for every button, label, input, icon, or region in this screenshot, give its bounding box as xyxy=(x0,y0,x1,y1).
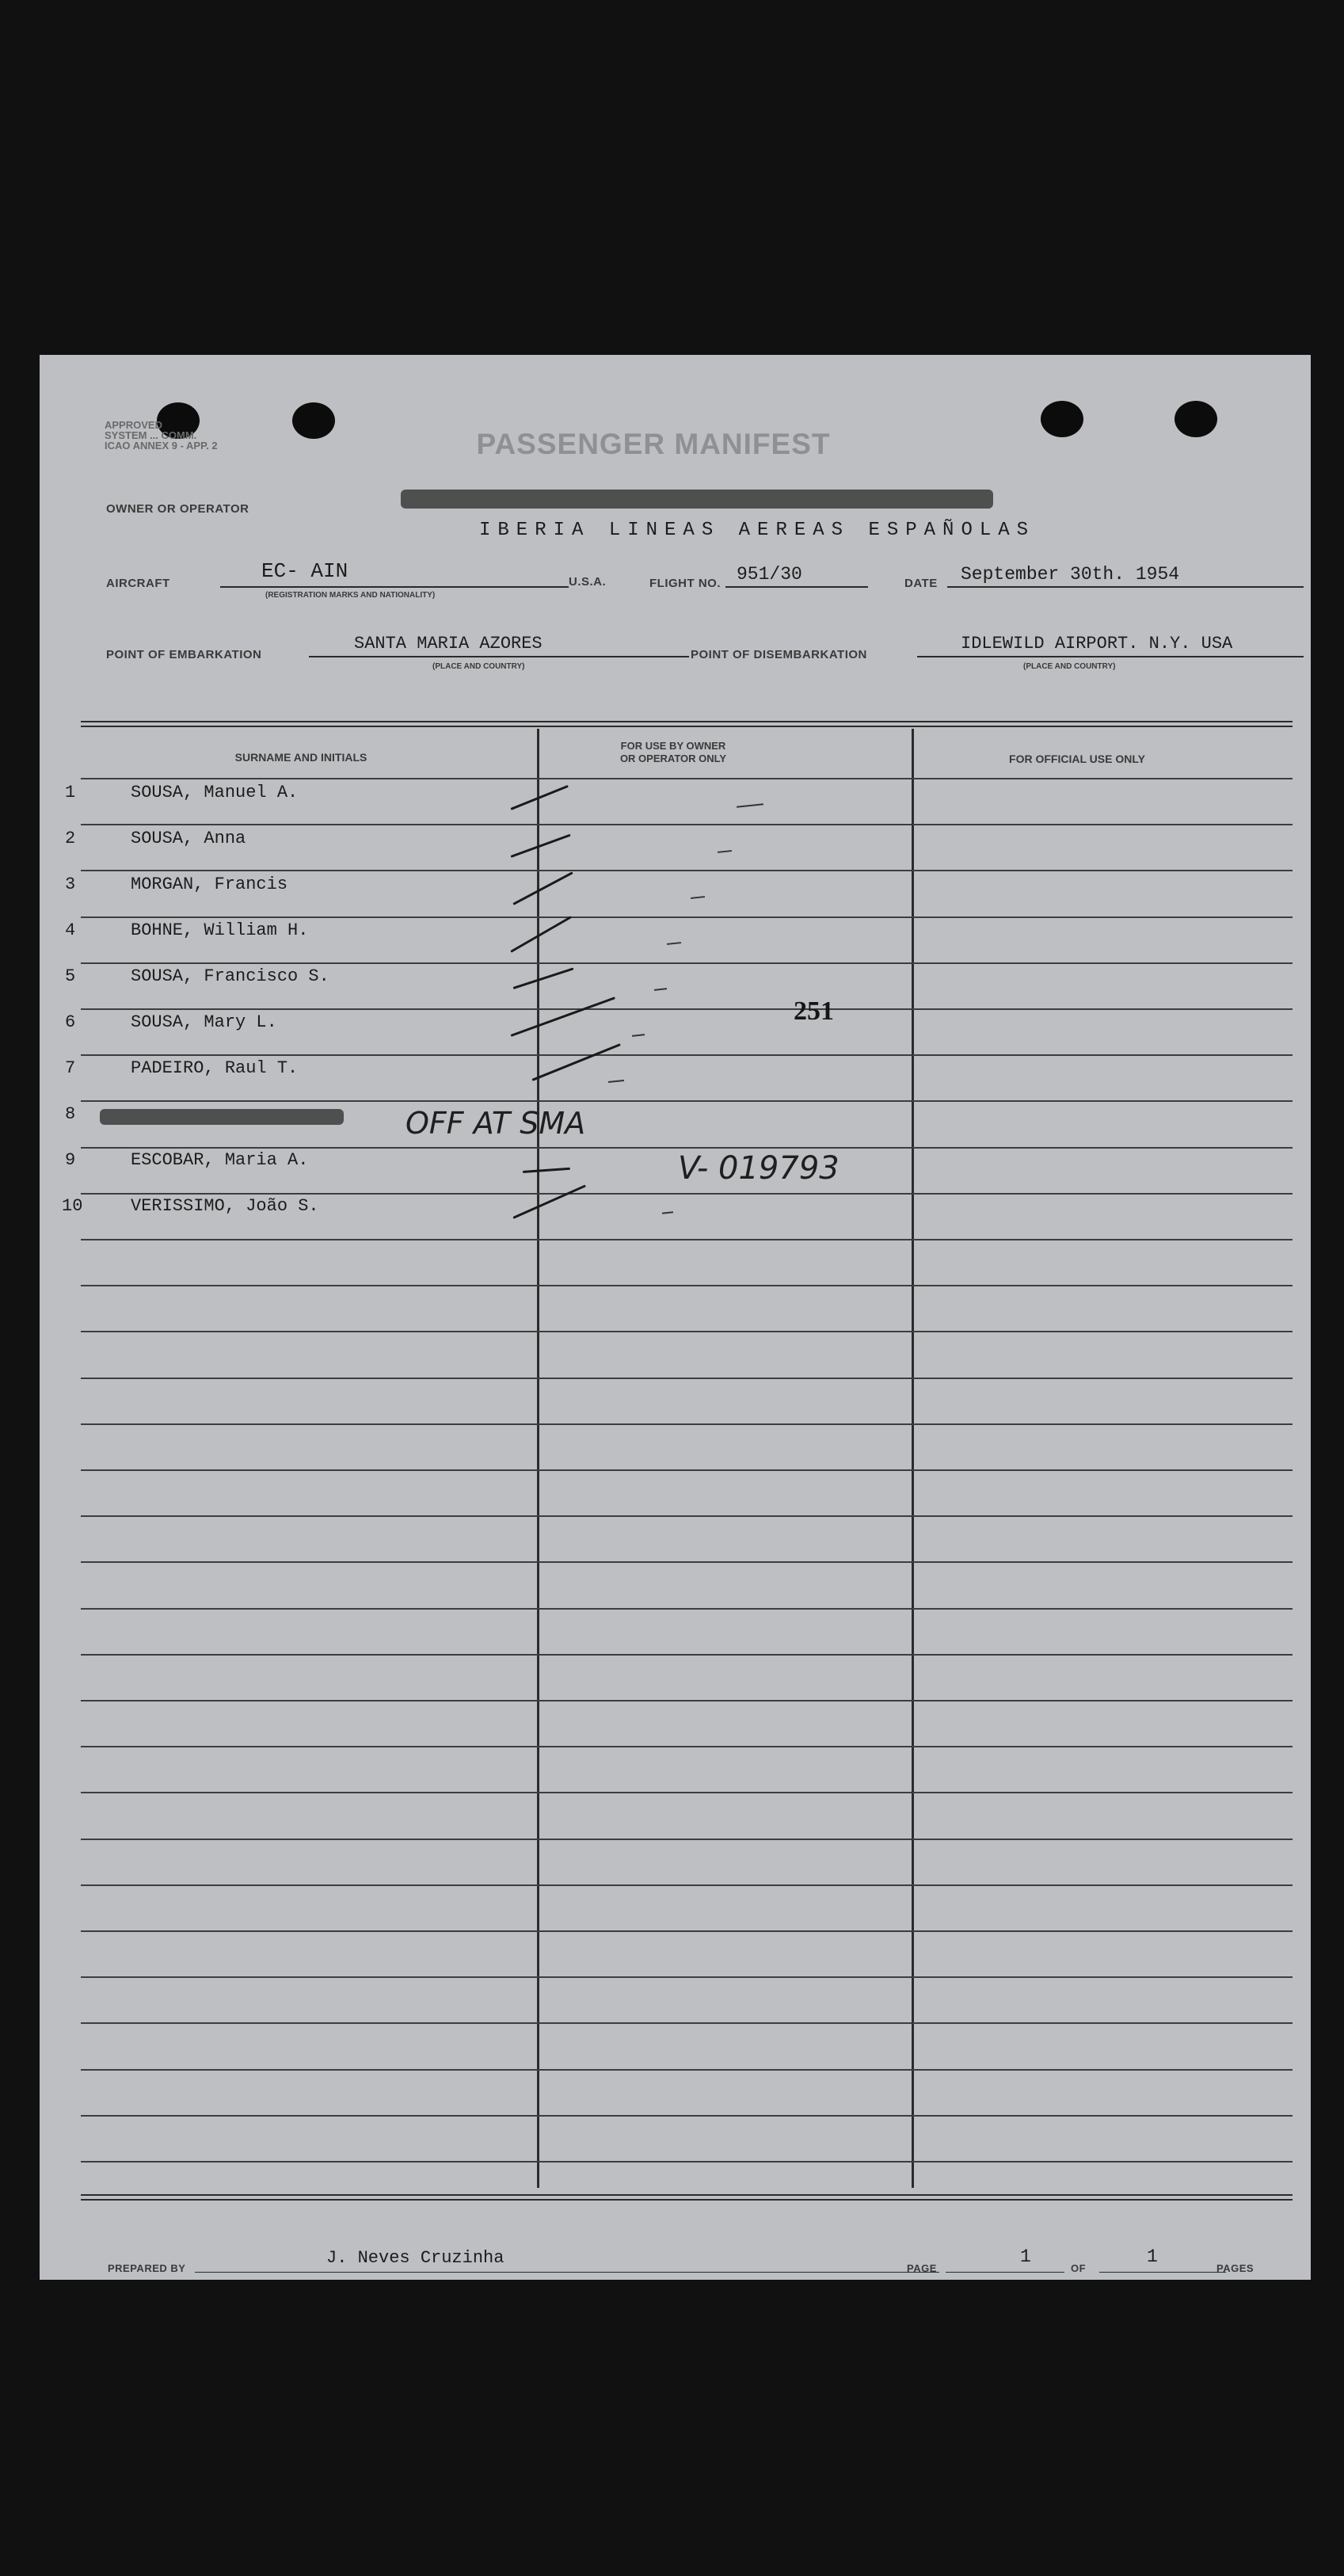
row-number: 3 xyxy=(65,875,76,894)
page-value: 1 xyxy=(1020,2246,1031,2267)
handwritten-visa-number: V- 019793 xyxy=(678,1150,840,1187)
row-number: 7 xyxy=(65,1058,76,1078)
date-value: September 30th. 1954 xyxy=(961,564,1180,585)
table-row-line xyxy=(81,916,1293,918)
table-row-line xyxy=(81,2115,1293,2117)
of-value: 1 xyxy=(1147,2246,1158,2267)
aircraft-sub-label: (REGISTRATION MARKS AND NATIONALITY) xyxy=(265,591,436,600)
table-row-line xyxy=(81,1239,1293,1240)
flight-value: 951/30 xyxy=(737,564,802,585)
table-row-line xyxy=(81,2022,1293,2024)
dash-mark xyxy=(737,803,763,808)
column-divider xyxy=(912,729,914,2188)
prepared-value: J. Neves Cruzinha xyxy=(326,2248,504,2268)
table-row-line xyxy=(81,1054,1293,1056)
table-row-line xyxy=(81,1469,1293,1471)
redacted-passenger xyxy=(100,1109,344,1125)
table-row-line xyxy=(81,1147,1293,1149)
table-row-line xyxy=(81,1884,1293,1886)
col-owner-header-line: FOR USE BY OWNER xyxy=(620,740,726,752)
embarkation-label: POINT OF EMBARKATION xyxy=(106,648,262,661)
table-top-border xyxy=(81,721,1293,727)
approval-line: SYSTEM ... COMM. xyxy=(105,429,197,441)
punch-hole xyxy=(1175,401,1217,437)
dash-mark xyxy=(667,942,681,945)
check-mark xyxy=(512,1184,586,1218)
passenger-name: SOUSA, Manuel A. xyxy=(131,783,299,802)
embarkation-sub-label: (PLACE AND COUNTRY) xyxy=(432,662,525,671)
table-row-line xyxy=(81,1839,1293,1840)
embarkation-value: SANTA MARIA AZORES xyxy=(354,634,543,654)
check-mark xyxy=(531,1043,620,1081)
table-row-line xyxy=(81,1331,1293,1332)
row-number: 6 xyxy=(65,1012,76,1032)
table-row-line xyxy=(81,1423,1293,1425)
table-row-line xyxy=(81,1700,1293,1701)
dash-mark xyxy=(662,1211,673,1214)
redacted-owner xyxy=(401,490,993,509)
dash-mark xyxy=(608,1080,624,1083)
check-mark xyxy=(510,834,570,858)
passenger-name: BOHNE, William H. xyxy=(131,920,309,940)
page-title: PASSENGER MANIFEST xyxy=(476,428,831,460)
disembarkation-value: IDLEWILD AIRPORT. N.Y. USA xyxy=(961,634,1233,654)
check-mark xyxy=(512,871,573,905)
col-surname-header: SURNAME AND INITIALS xyxy=(234,751,367,764)
dash-mark xyxy=(632,1034,645,1037)
table-row-line xyxy=(81,778,1293,779)
approval-stamp xyxy=(105,420,263,451)
table-row-line xyxy=(81,1792,1293,1793)
check-mark xyxy=(510,785,568,810)
column-divider xyxy=(537,729,539,2188)
table-row-line xyxy=(81,1100,1293,1102)
stamp-number: 251 xyxy=(794,996,834,1026)
date-label: DATE xyxy=(904,577,938,590)
table-row-line xyxy=(81,2069,1293,2071)
passenger-name: SOUSA, Francisco S. xyxy=(131,966,329,986)
dash-mark xyxy=(654,988,667,991)
approval-line: ICAO ANNEX 9 - APP. 2 xyxy=(105,440,218,452)
dash-mark xyxy=(718,850,732,853)
flight-label: FLIGHT NO. xyxy=(649,577,721,590)
passenger-name: SOUSA, Anna xyxy=(131,829,246,848)
manifest-sheet xyxy=(40,355,1311,2280)
of-label: OF xyxy=(1071,2262,1087,2274)
usa-label: U.S.A. xyxy=(569,575,607,589)
table-row-line xyxy=(81,1193,1293,1195)
pages-label: PAGES xyxy=(1216,2262,1255,2274)
row-number: 1 xyxy=(65,783,76,802)
page-label: PAGE xyxy=(907,2262,937,2274)
row-number: 9 xyxy=(65,1150,76,1170)
passenger-name: MORGAN, Francis xyxy=(131,875,288,894)
passenger-name: SOUSA, Mary L. xyxy=(131,1012,277,1032)
punch-hole xyxy=(1041,401,1083,437)
col-owner-header-line: OR OPERATOR ONLY xyxy=(619,753,727,764)
table-row-line xyxy=(81,962,1293,964)
table-row-line xyxy=(81,1608,1293,1610)
check-mark xyxy=(510,996,615,1037)
passenger-name: ESCOBAR, Maria A. xyxy=(131,1150,309,1170)
aircraft-label: AIRCRAFT xyxy=(106,577,170,590)
check-mark xyxy=(523,1168,570,1173)
passenger-name: VERISSIMO, João S. xyxy=(131,1196,319,1216)
table-bottom-border xyxy=(81,2194,1293,2201)
punch-hole xyxy=(292,402,335,439)
table-row-line xyxy=(81,824,1293,825)
table-row-line xyxy=(81,1561,1293,1563)
passenger-name: PADEIRO, Raul T. xyxy=(131,1058,299,1078)
table-row-line xyxy=(81,1976,1293,1978)
row-number: 5 xyxy=(65,966,76,986)
handwritten-note-off: OFF AT SMA xyxy=(405,1106,586,1141)
row-number: 8 xyxy=(65,1104,76,1124)
table-row-line xyxy=(81,1515,1293,1517)
owner-value: IBERIA LINEAS AEREAS ESPAÑOLAS xyxy=(479,520,1036,541)
check-mark xyxy=(510,916,572,953)
row-number: 10 xyxy=(62,1196,83,1216)
table-row-line xyxy=(81,1930,1293,1932)
col-owner-header xyxy=(539,740,808,765)
approval-line: APPROVED xyxy=(105,419,162,431)
table-row-line xyxy=(81,1378,1293,1379)
table-row-line xyxy=(81,1008,1293,1010)
table-row-line xyxy=(81,870,1293,871)
disembarkation-label: POINT OF DISEMBARKATION xyxy=(691,648,867,661)
aircraft-value: EC- AIN xyxy=(261,559,348,583)
dash-mark xyxy=(691,896,705,899)
check-mark xyxy=(513,967,574,989)
owner-label: OWNER OR OPERATOR xyxy=(106,502,249,516)
row-number: 2 xyxy=(65,829,76,848)
col-official-header: FOR OFFICIAL USE ONLY xyxy=(1009,753,1145,765)
row-number: 4 xyxy=(65,920,76,940)
table-row-line xyxy=(81,1654,1293,1656)
table-row-line xyxy=(81,1285,1293,1286)
table-row-line xyxy=(81,1746,1293,1747)
table-row-line xyxy=(81,2161,1293,2163)
disembarkation-sub-label: (PLACE AND COUNTRY) xyxy=(1023,662,1116,671)
prepared-label: PREPARED BY xyxy=(108,2262,186,2274)
